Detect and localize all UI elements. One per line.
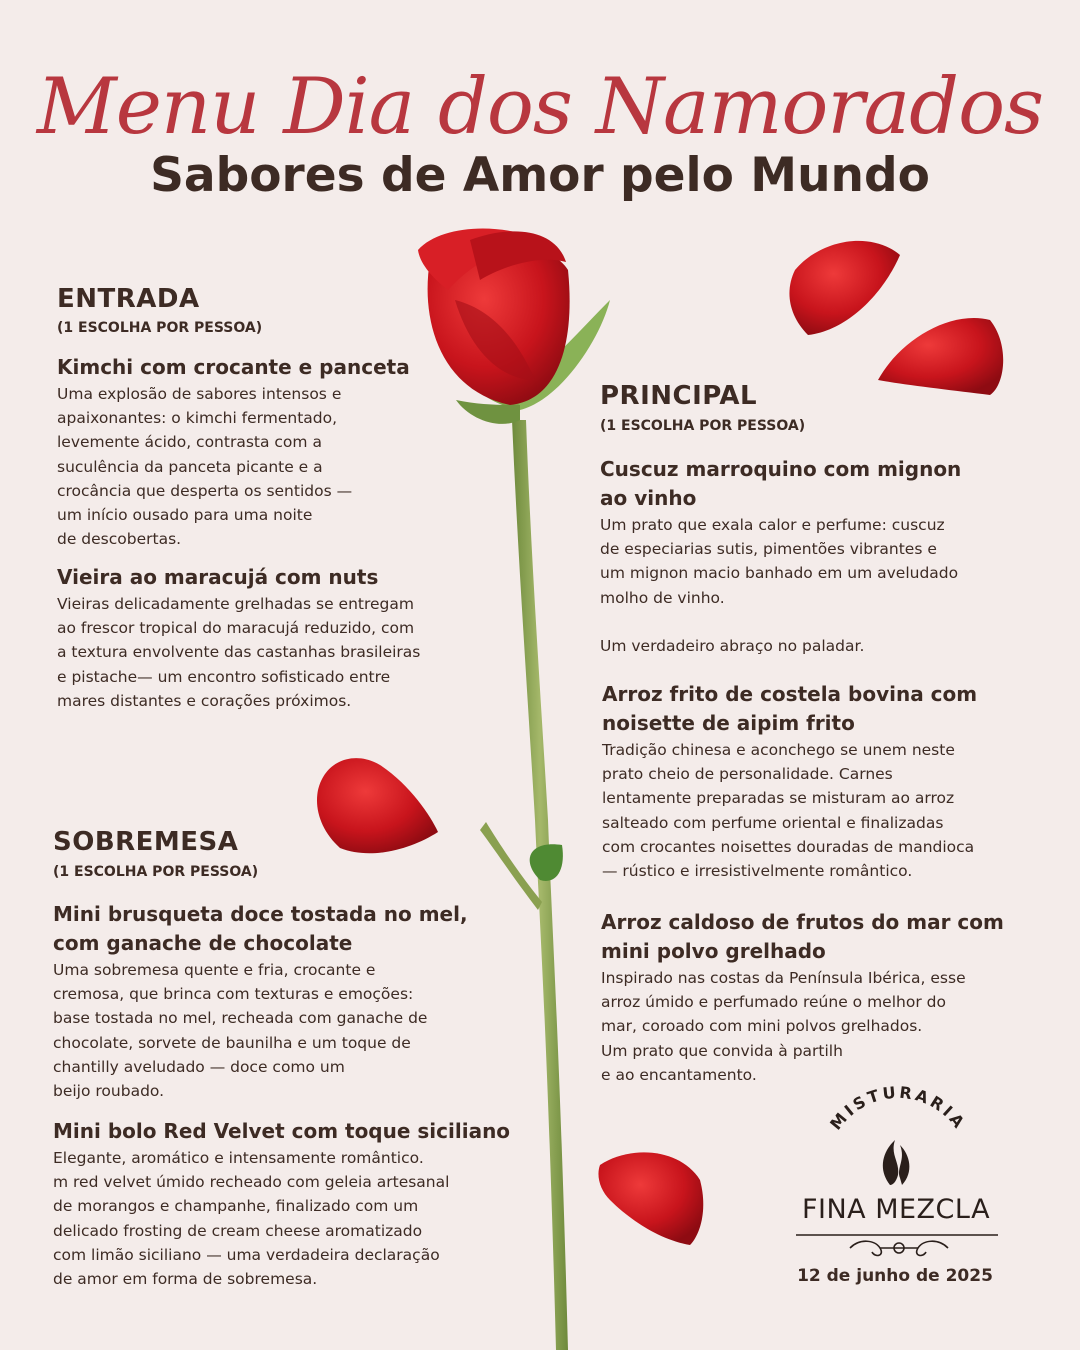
entrada-heading: ENTRADA [57, 284, 200, 314]
sobremesa-note: (1 ESCOLHA POR PESSOA) [53, 864, 259, 880]
principal-dish-1-title: Cuscuz marroquino com mignon ao vinho [600, 457, 962, 510]
principal-dish-3-title: Arroz caldoso de frutos do mar com mini polvo grelhado [601, 910, 1004, 963]
rose-bloom [418, 229, 570, 405]
principal-dish-2-desc: Tradição chinesa e aconchego se unem neste prato cheio de personalidade. Carnes lentamente preparadas se misturam ao arroz salteado com perfume oriental e finalizadas com crocantes noisettes douradas de mandioca — rústico e irresistivelmente romântico. [602, 741, 975, 881]
sobremesa-dish-1-title: Mini brusqueta doce tostada no mel, com ganache de chocolate [53, 902, 468, 955]
brand-arc-text: MISTURARIA [826, 1082, 970, 1134]
page-title: Menu Dia dos Namorados [36, 62, 1044, 152]
entrada-dish-1-title: Kimchi com crocante e panceta [57, 355, 410, 379]
petal-bottom [598, 1152, 703, 1245]
sobremesa-dish-1-desc: Uma sobremesa quente e fria, crocante e cremosa, que brinca com texturas e emoções: base tostada no mel, recheada com ganache de chocolate, sorvete de baunilha e um toque de chantilly aveludado — doce como um beijo roubado. [53, 961, 428, 1101]
petal-top-1 [789, 241, 900, 335]
entrada-note: (1 ESCOLHA POR PESSOA) [57, 320, 263, 336]
event-date: 12 de junho de 2025 [797, 1266, 993, 1286]
principal-dish-1-desc: Um prato que exala calor e perfume: cuscuz de especiarias sutis, pimentões vibrantes e um mignon macio banhado em um aveludado molho de vinho. Um verdadeiro abraço no paladar. [600, 516, 959, 656]
sobremesa-dish-2-title: Mini bolo Red Velvet com toque siciliano [53, 1119, 511, 1143]
rose-leaf [530, 844, 563, 881]
entrada-dish-2-title: Vieira ao maracujá com nuts [57, 565, 379, 589]
petal-top-2 [878, 318, 1003, 395]
principal-heading: PRINCIPAL [600, 381, 758, 411]
entrada-dish-1-desc: Uma explosão de sabores intensos e apaixonantes: o kimchi fermentado, levemente ácido, contrasta com a suculência da panceta picante e a crocância que desperta os sentidos — um início ousado para uma noite de descobertas. [57, 385, 353, 549]
principal-dish-2-title: Arroz frito de costela bovina com noisette de aipim frito [602, 682, 978, 735]
entrada-dish-2-desc: Vieiras delicadamente grelhadas se entregam ao frescor tropical do maracujá reduzido, com a textura envolvente das castanhas brasileiras e pistache— um encontro sofisticado entre mares distantes e corações próximos. [57, 595, 421, 710]
page-subtitle: Sabores de Amor pelo Mundo [150, 148, 930, 203]
sobremesa-dish-2-desc: Elegante, aromático e intensamente romântico. m red velvet úmido recheado com geleia artesanal de morangos e champanhe, finalizado com um delicado frosting de cream cheese aromatizado com limão siciliano — uma verdadeira declaração de amor em forma de sobremesa. [53, 1149, 450, 1289]
petal-mid [317, 758, 438, 853]
sobremesa-heading: SOBREMESA [53, 827, 239, 857]
principal-note: (1 ESCOLHA POR PESSOA) [600, 418, 806, 434]
brand-name: FINA MEZCLA [801, 1194, 991, 1225]
principal-dish-3-desc: Inspirado nas costas da Península Ibérica, esse arroz úmido e perfumado reúne o melhor do mar, coroado com mini polvos grelhados. Um prato que convida à partilh e ao encantamento. [601, 969, 966, 1084]
